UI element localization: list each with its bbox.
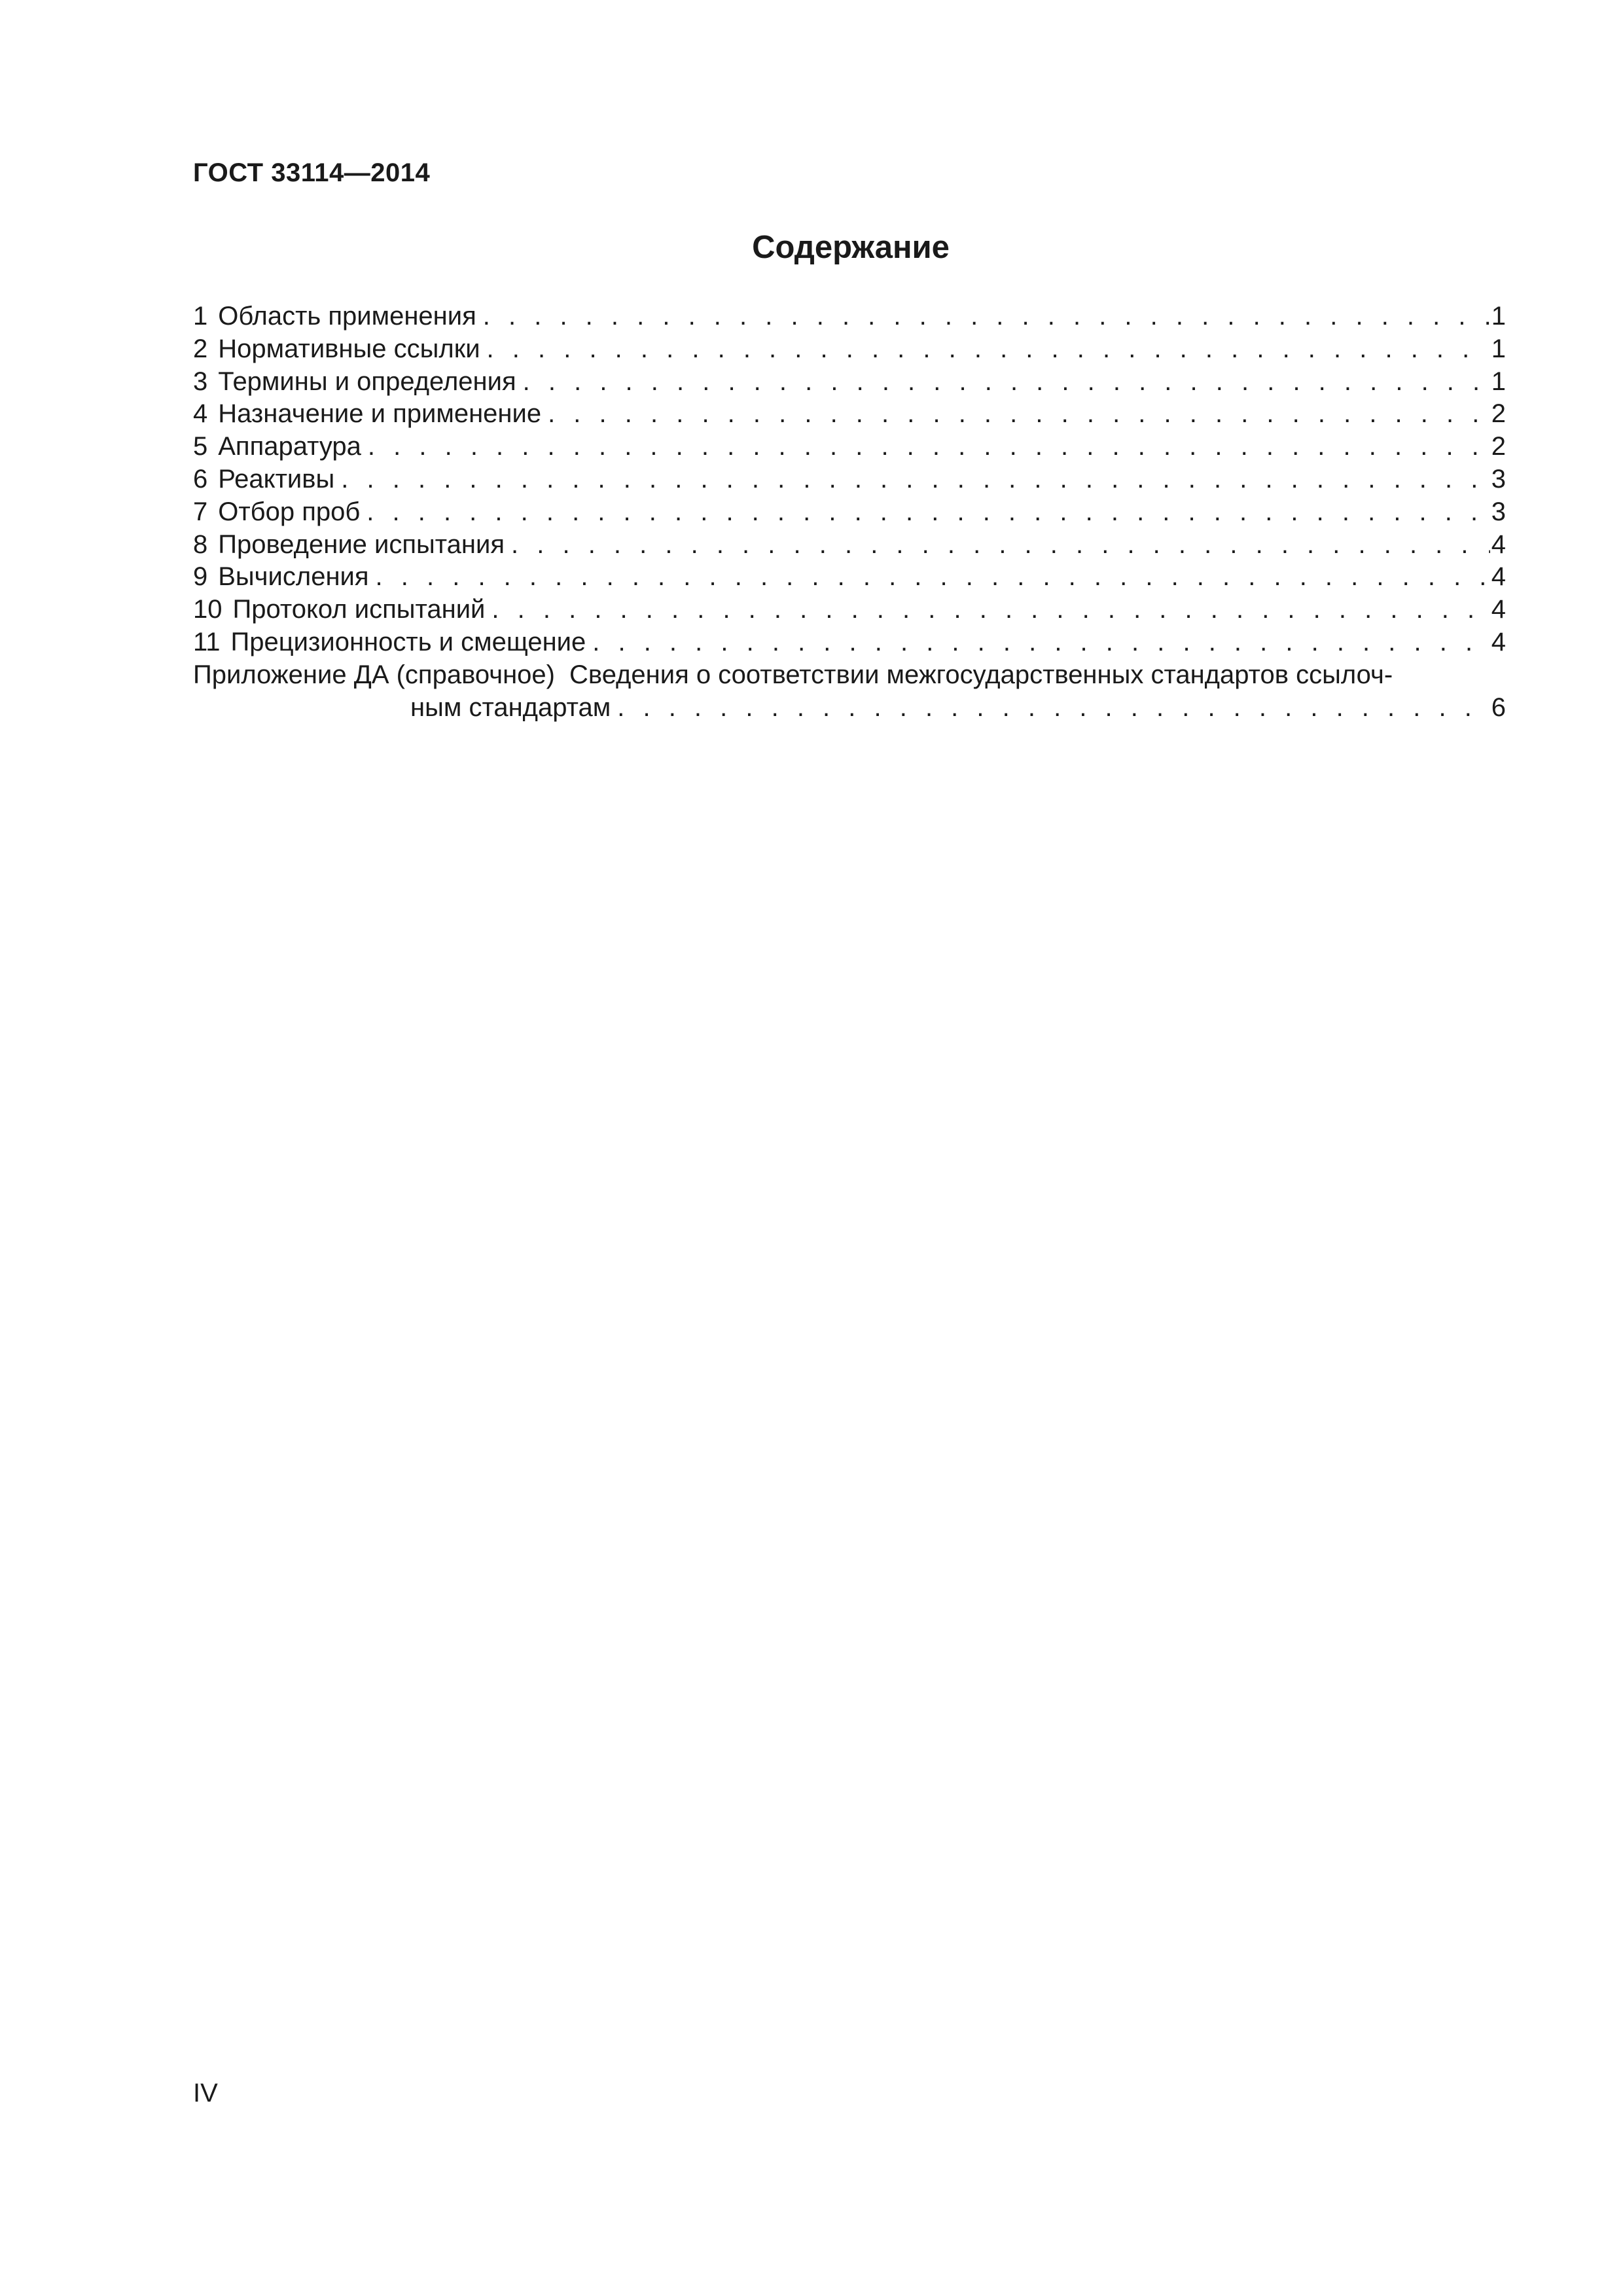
toc-entry-number: 2 — [193, 334, 208, 363]
toc-entry-page: 1 — [1491, 302, 1506, 331]
toc-entry-test-report[interactable] — [193, 594, 1506, 626]
toc-entry-title: Термины и определения — [218, 367, 516, 396]
toc-title: Содержание — [752, 230, 950, 265]
toc-dot-leader — [592, 626, 1490, 659]
toc-entry-page: 4 — [1491, 627, 1506, 656]
toc-entry-title: Реактивы — [218, 464, 335, 493]
toc-entry-reagents[interactable] — [193, 463, 1506, 496]
toc-appendix-second-line — [193, 692, 1506, 725]
toc-appendix-label: Приложение ДА (справочное) — [193, 660, 555, 689]
toc-entry-page: 1 — [1491, 334, 1506, 363]
toc-appendix-first-line — [193, 659, 1506, 692]
toc-dot-leader — [376, 561, 1490, 594]
toc-entry-page: 2 — [1491, 432, 1506, 461]
toc-entry-number: 10 — [193, 595, 223, 624]
toc-dot-leader — [366, 496, 1489, 529]
toc-entry-test-procedure[interactable] — [193, 529, 1506, 562]
toc-entry-number: 9 — [193, 562, 208, 592]
toc-entry-number: 4 — [193, 399, 208, 429]
toc-entry-title: Нормативные ссылки — [218, 334, 480, 363]
page-number: IV — [193, 2079, 218, 2108]
toc-appendix-title-line1: Сведения о соответствии межгосударственных стандартов ссылоч- — [569, 660, 1393, 689]
toc-dot-leader — [617, 692, 1490, 725]
toc-entry-scope[interactable] — [193, 300, 1506, 333]
toc-entry-page: 4 — [1491, 595, 1506, 624]
toc-entry-page: 2 — [1491, 399, 1506, 429]
toc-dot-leader — [523, 366, 1490, 399]
toc-dot-leader — [483, 300, 1490, 333]
toc-entry-number: 8 — [193, 529, 208, 559]
toc-entry-apparatus[interactable] — [193, 431, 1506, 463]
toc-dot-leader — [487, 333, 1490, 366]
toc-dot-leader — [341, 463, 1489, 496]
toc-entry-precision-bias[interactable] — [193, 626, 1506, 659]
toc-entry-number: 1 — [193, 302, 208, 331]
toc-entry-terms-definitions[interactable] — [193, 366, 1506, 399]
toc-entry-title: Проведение испытания — [218, 529, 505, 559]
toc-entry-title: Область применения — [218, 302, 476, 331]
toc-entry-title: Аппаратура — [218, 432, 361, 461]
toc-entry-number: 5 — [193, 432, 208, 461]
toc-entry-title: Назначение и применение — [218, 399, 542, 429]
toc-entry-sampling[interactable] — [193, 496, 1506, 529]
toc-entry-number: 11 — [193, 627, 221, 656]
toc-entry-page: 1 — [1491, 367, 1506, 396]
toc-dot-leader — [511, 529, 1490, 562]
toc-entry-number: 3 — [193, 367, 208, 396]
toc-entry-page: 4 — [1491, 529, 1506, 559]
toc-entry-normative-references[interactable] — [193, 333, 1506, 366]
toc-entry-title: Отбор проб — [218, 497, 361, 526]
toc-entry-title: Протокол испытаний — [232, 595, 486, 624]
toc-dot-leader — [491, 594, 1489, 626]
toc-entry-page: 4 — [1491, 562, 1506, 592]
toc-dot-leader — [548, 398, 1490, 431]
toc-entry-title: Прецизионность и смещение — [230, 627, 586, 656]
toc-entry-title: Вычисления — [218, 562, 369, 592]
toc-appendix-title-line2: ным стандартам — [410, 692, 611, 722]
toc-entry-calculations[interactable] — [193, 561, 1506, 594]
toc-entry-purpose-application[interactable] — [193, 398, 1506, 431]
toc-entry-page: 3 — [1491, 464, 1506, 493]
toc-entry-number: 6 — [193, 464, 208, 493]
toc-entry-number: 7 — [193, 497, 208, 526]
toc-entry-page: 3 — [1491, 497, 1506, 526]
document-code-header: ГОСТ 33114—2014 — [193, 158, 431, 187]
toc-entry-page: 6 — [1491, 692, 1506, 722]
table-of-contents — [193, 300, 1506, 724]
toc-dot-leader — [368, 431, 1490, 463]
toc-entry-appendix[interactable] — [193, 659, 1506, 725]
